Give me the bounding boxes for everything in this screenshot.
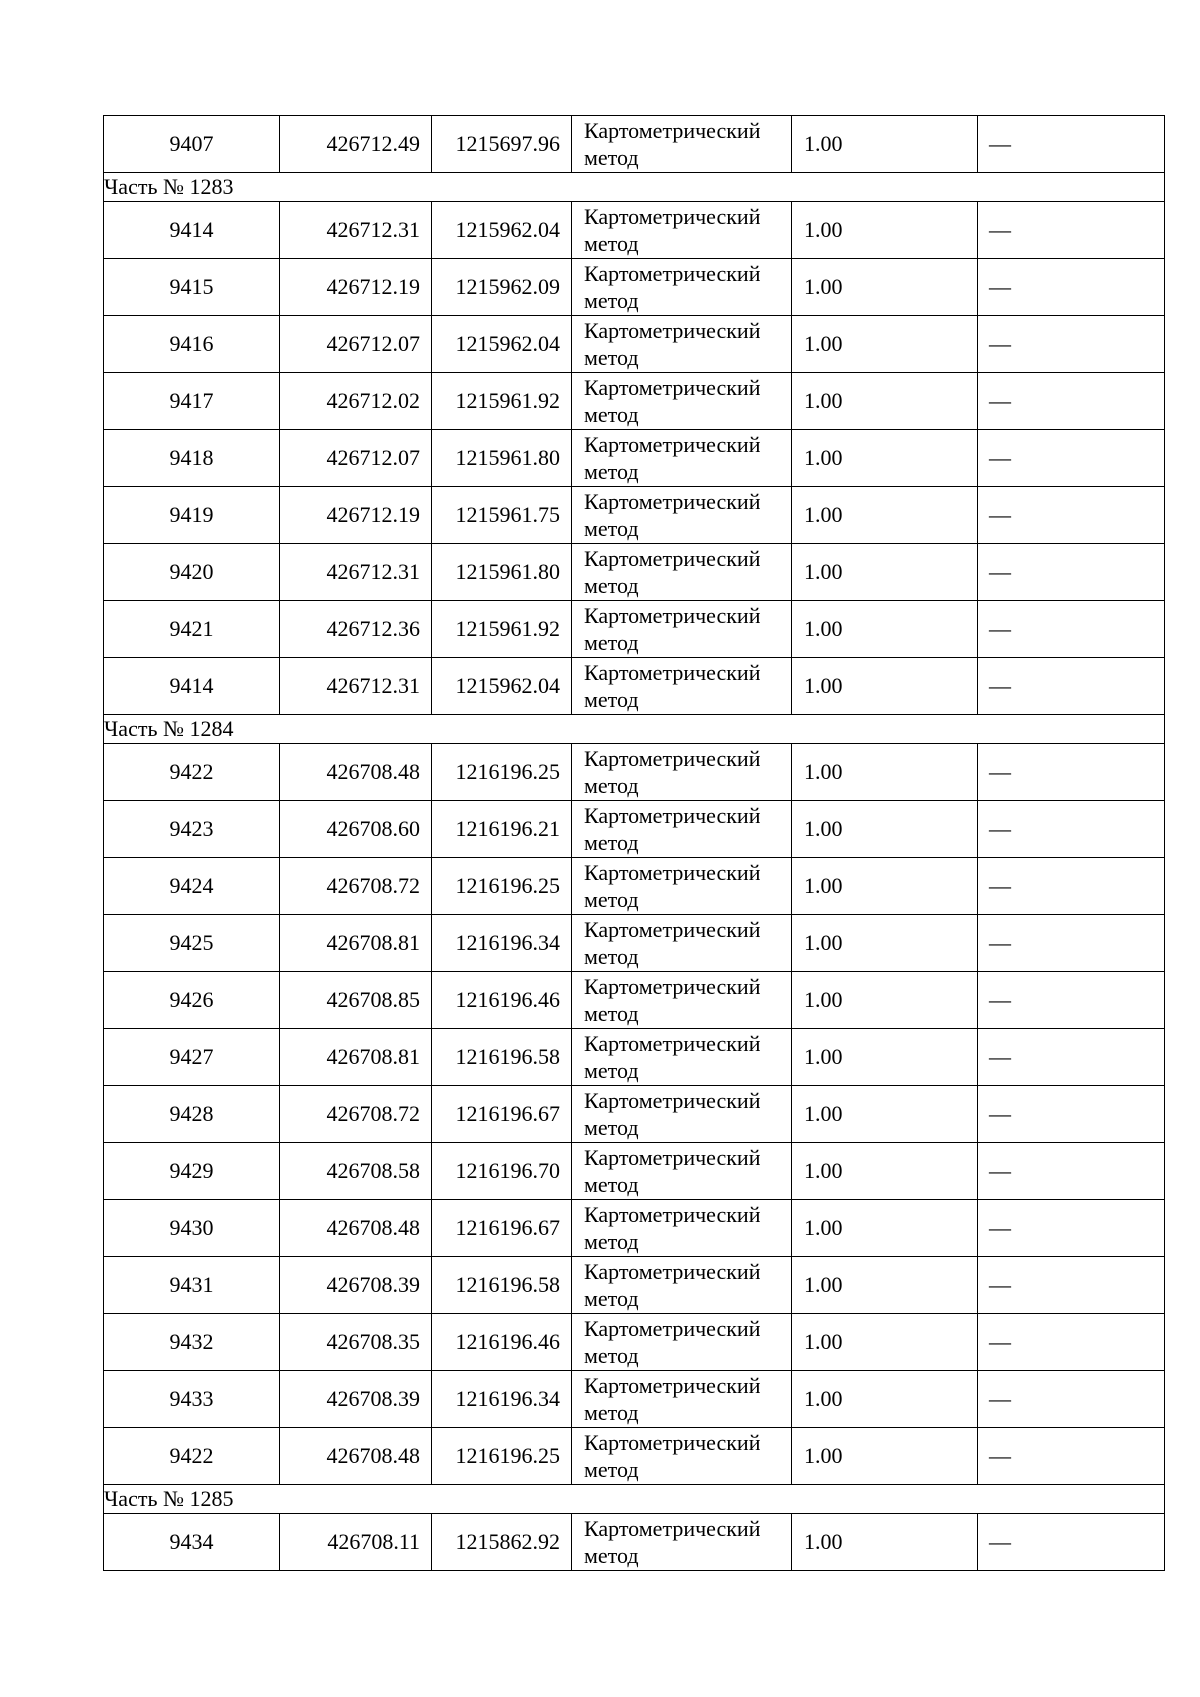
method-line-2: метод [584,516,639,541]
method-line-2: метод [584,944,639,969]
accuracy-cell: 1.00 [792,1029,978,1086]
method-line-2: метод [584,887,639,912]
method-line-1: Картометрический [584,660,761,685]
accuracy-cell: 1.00 [792,1200,978,1257]
method-line-1: Картометрический [584,204,761,229]
method-line-1: Картометрический [584,432,761,457]
accuracy-cell: 1.00 [792,259,978,316]
table-row [104,658,1165,715]
x-coordinate-cell: 426708.39 [280,1371,432,1428]
method-cell [572,1143,792,1200]
point-number-cell: 9431 [104,1257,280,1314]
method-cell [572,801,792,858]
method-cell [572,972,792,1029]
method-cell [572,1257,792,1314]
method-line-2: метод [584,1115,639,1140]
method-line-2: метод [584,402,639,427]
table-row [104,1428,1165,1485]
description-cell: — [978,801,1165,858]
method-line-1: Картометрический [584,118,761,143]
accuracy-cell: 1.00 [792,1371,978,1428]
point-number-cell: 9419 [104,487,280,544]
method-cell [572,915,792,972]
x-coordinate-cell: 426708.48 [280,1200,432,1257]
y-coordinate-cell: 1215961.80 [432,544,572,601]
point-number-cell: 9430 [104,1200,280,1257]
accuracy-cell: 1.00 [792,1143,978,1200]
section-header-row [104,173,1165,202]
point-number-cell: 9426 [104,972,280,1029]
table-row [104,801,1165,858]
table-row [104,373,1165,430]
table-row [104,316,1165,373]
x-coordinate-cell: 426712.07 [280,430,432,487]
point-number-cell: 9416 [104,316,280,373]
x-coordinate-cell: 426708.85 [280,972,432,1029]
x-coordinate-cell: 426712.31 [280,658,432,715]
x-coordinate-cell: 426712.31 [280,202,432,259]
point-number-cell: 9425 [104,915,280,972]
table-row [104,1086,1165,1143]
description-cell: — [978,259,1165,316]
method-line-2: метод [584,1001,639,1026]
y-coordinate-cell: 1215961.80 [432,430,572,487]
y-coordinate-cell: 1215961.92 [432,373,572,430]
method-cell [572,116,792,173]
method-line-2: метод [584,1058,639,1083]
description-cell: — [978,202,1165,259]
y-coordinate-cell: 1216196.21 [432,801,572,858]
method-line-1: Картометрический [584,1316,761,1341]
y-coordinate-cell: 1215961.75 [432,487,572,544]
accuracy-cell: 1.00 [792,430,978,487]
method-line-2: метод [584,1229,639,1254]
method-line-1: Картометрический [584,803,761,828]
y-coordinate-cell: 1216196.25 [432,1428,572,1485]
x-coordinate-cell: 426708.39 [280,1257,432,1314]
method-line-1: Картометрический [584,1259,761,1284]
description-cell: — [978,601,1165,658]
accuracy-cell: 1.00 [792,373,978,430]
x-coordinate-cell: 426712.36 [280,601,432,658]
accuracy-cell: 1.00 [792,202,978,259]
method-cell [572,1371,792,1428]
table-row [104,1514,1165,1571]
method-cell [572,1428,792,1485]
x-coordinate-cell: 426708.60 [280,801,432,858]
description-cell: — [978,1143,1165,1200]
section-header-row [104,715,1165,744]
y-coordinate-cell: 1215962.04 [432,316,572,373]
method-cell [572,744,792,801]
y-coordinate-cell: 1216196.46 [432,1314,572,1371]
point-number-cell: 9429 [104,1143,280,1200]
method-cell [572,544,792,601]
method-line-1: Картометрический [584,375,761,400]
description-cell: — [978,1314,1165,1371]
y-coordinate-cell: 1216196.67 [432,1200,572,1257]
method-line-1: Картометрический [584,546,761,571]
method-cell [572,1314,792,1371]
point-number-cell: 9418 [104,430,280,487]
y-coordinate-cell: 1216196.58 [432,1029,572,1086]
accuracy-cell: 1.00 [792,1314,978,1371]
method-line-2: метод [584,630,639,655]
table-row [104,544,1165,601]
description-cell: — [978,744,1165,801]
coordinates-table [103,115,1165,1571]
x-coordinate-cell: 426712.07 [280,316,432,373]
table-row [104,1029,1165,1086]
point-number-cell: 9415 [104,259,280,316]
method-line-1: Картометрический [584,1430,761,1455]
point-number-cell: 9424 [104,858,280,915]
x-coordinate-cell: 426712.49 [280,116,432,173]
section-label: Часть № 1285 [104,1485,1165,1514]
y-coordinate-cell: 1215962.09 [432,259,572,316]
description-cell: — [978,487,1165,544]
point-number-cell: 9423 [104,801,280,858]
method-cell [572,658,792,715]
x-coordinate-cell: 426712.19 [280,259,432,316]
method-line-2: метод [584,573,639,598]
x-coordinate-cell: 426708.81 [280,915,432,972]
y-coordinate-cell: 1215862.92 [432,1514,572,1571]
table-row [104,858,1165,915]
method-cell [572,202,792,259]
table-row [104,601,1165,658]
accuracy-cell: 1.00 [792,116,978,173]
method-line-2: метод [584,1400,639,1425]
method-cell [572,373,792,430]
x-coordinate-cell: 426708.48 [280,1428,432,1485]
table-row [104,430,1165,487]
method-cell [572,601,792,658]
table-row [104,1371,1165,1428]
accuracy-cell: 1.00 [792,1086,978,1143]
method-line-2: метод [584,773,639,798]
method-line-2: метод [584,1457,639,1482]
table-row [104,116,1165,173]
accuracy-cell: 1.00 [792,858,978,915]
y-coordinate-cell: 1216196.58 [432,1257,572,1314]
point-number-cell: 9414 [104,658,280,715]
description-cell: — [978,1428,1165,1485]
y-coordinate-cell: 1216196.34 [432,1371,572,1428]
accuracy-cell: 1.00 [792,316,978,373]
y-coordinate-cell: 1215962.04 [432,202,572,259]
y-coordinate-cell: 1215962.04 [432,658,572,715]
table-row [104,972,1165,1029]
y-coordinate-cell: 1216196.46 [432,972,572,1029]
description-cell: — [978,1371,1165,1428]
x-coordinate-cell: 426708.58 [280,1143,432,1200]
method-line-1: Картометрический [584,1031,761,1056]
method-line-2: метод [584,231,639,256]
description-cell: — [978,430,1165,487]
description-cell: — [978,544,1165,601]
point-number-cell: 9420 [104,544,280,601]
method-line-1: Картометрический [584,746,761,771]
method-line-2: метод [584,687,639,712]
accuracy-cell: 1.00 [792,658,978,715]
method-line-1: Картометрический [584,261,761,286]
accuracy-cell: 1.00 [792,601,978,658]
x-coordinate-cell: 426708.11 [280,1514,432,1571]
method-line-1: Картометрический [584,974,761,999]
method-cell [572,259,792,316]
section-label: Часть № 1283 [104,173,1165,202]
section-header-row [104,1485,1165,1514]
method-line-1: Картометрический [584,1202,761,1227]
method-cell [572,1200,792,1257]
method-cell [572,487,792,544]
coordinates-table-body [104,116,1165,1571]
point-number-cell: 9421 [104,601,280,658]
y-coordinate-cell: 1215961.92 [432,601,572,658]
method-line-2: метод [584,459,639,484]
x-coordinate-cell: 426712.19 [280,487,432,544]
table-row [104,915,1165,972]
accuracy-cell: 1.00 [792,1514,978,1571]
accuracy-cell: 1.00 [792,1428,978,1485]
point-number-cell: 9417 [104,373,280,430]
method-cell [572,858,792,915]
table-row [104,487,1165,544]
accuracy-cell: 1.00 [792,544,978,601]
method-line-2: метод [584,1172,639,1197]
method-line-1: Картометрический [584,917,761,942]
method-cell [572,1029,792,1086]
description-cell: — [978,373,1165,430]
x-coordinate-cell: 426708.72 [280,858,432,915]
y-coordinate-cell: 1215697.96 [432,116,572,173]
table-row [104,1200,1165,1257]
description-cell: — [978,1200,1165,1257]
method-line-2: метод [584,1343,639,1368]
table-row [104,202,1165,259]
point-number-cell: 9433 [104,1371,280,1428]
description-cell: — [978,915,1165,972]
point-number-cell: 9414 [104,202,280,259]
method-line-1: Картометрический [584,1516,761,1541]
x-coordinate-cell: 426712.31 [280,544,432,601]
y-coordinate-cell: 1216196.70 [432,1143,572,1200]
description-cell: — [978,1514,1165,1571]
method-line-1: Картометрический [584,489,761,514]
section-label: Часть № 1284 [104,715,1165,744]
x-coordinate-cell: 426708.81 [280,1029,432,1086]
description-cell: — [978,858,1165,915]
method-cell [572,1514,792,1571]
method-line-2: метод [584,1286,639,1311]
point-number-cell: 9428 [104,1086,280,1143]
method-line-1: Картометрический [584,1373,761,1398]
method-line-2: метод [584,145,639,170]
accuracy-cell: 1.00 [792,972,978,1029]
point-number-cell: 9427 [104,1029,280,1086]
description-cell: — [978,316,1165,373]
accuracy-cell: 1.00 [792,1257,978,1314]
y-coordinate-cell: 1216196.67 [432,1086,572,1143]
table-row [104,1257,1165,1314]
y-coordinate-cell: 1216196.25 [432,858,572,915]
method-cell [572,316,792,373]
method-line-1: Картометрический [584,1145,761,1170]
description-cell: — [978,972,1165,1029]
table-row [104,1143,1165,1200]
y-coordinate-cell: 1216196.34 [432,915,572,972]
x-coordinate-cell: 426708.72 [280,1086,432,1143]
accuracy-cell: 1.00 [792,744,978,801]
method-cell [572,1086,792,1143]
method-line-2: метод [584,830,639,855]
description-cell: — [978,1257,1165,1314]
table-row [104,1314,1165,1371]
method-line-1: Картометрический [584,318,761,343]
point-number-cell: 9422 [104,744,280,801]
table-row [104,259,1165,316]
x-coordinate-cell: 426712.02 [280,373,432,430]
y-coordinate-cell: 1216196.25 [432,744,572,801]
accuracy-cell: 1.00 [792,801,978,858]
accuracy-cell: 1.00 [792,915,978,972]
x-coordinate-cell: 426708.48 [280,744,432,801]
table-row [104,744,1165,801]
accuracy-cell: 1.00 [792,487,978,544]
method-line-2: метод [584,288,639,313]
point-number-cell: 9432 [104,1314,280,1371]
method-line-1: Картометрический [584,860,761,885]
method-line-2: метод [584,345,639,370]
description-cell: — [978,1029,1165,1086]
method-line-1: Картометрический [584,1088,761,1113]
point-number-cell: 9422 [104,1428,280,1485]
x-coordinate-cell: 426708.35 [280,1314,432,1371]
point-number-cell: 9407 [104,116,280,173]
method-cell [572,430,792,487]
description-cell: — [978,1086,1165,1143]
method-line-2: метод [584,1543,639,1568]
point-number-cell: 9434 [104,1514,280,1571]
description-cell: — [978,658,1165,715]
method-line-1: Картометрический [584,603,761,628]
description-cell: — [978,116,1165,173]
